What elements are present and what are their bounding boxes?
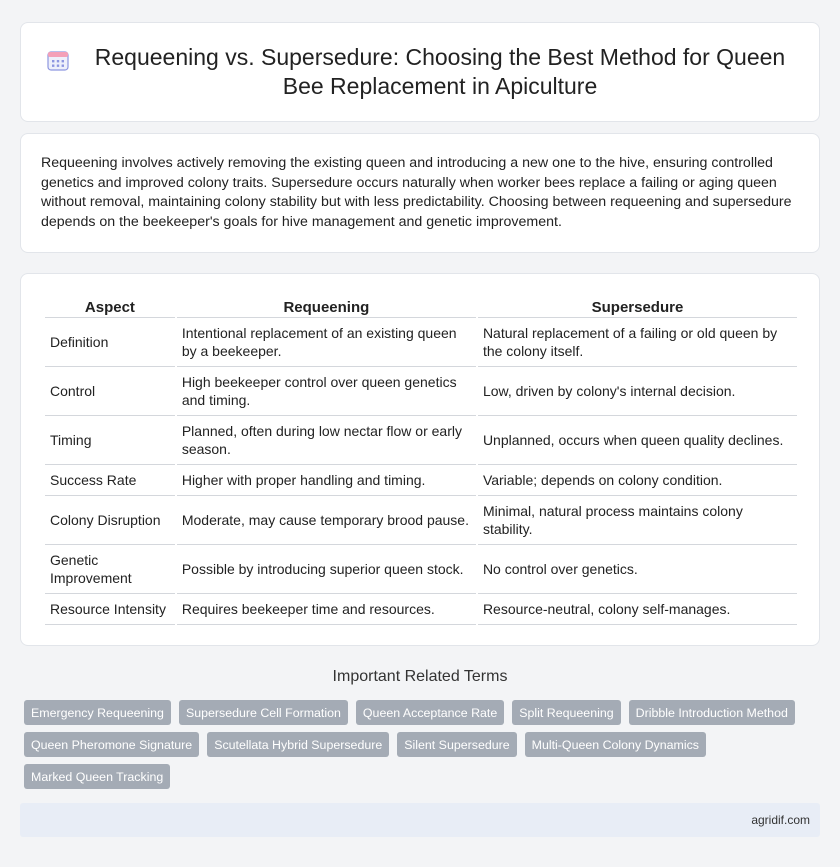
comparison-table-card bbox=[20, 273, 820, 646]
related-term-tag[interactable]: Queen Acceptance Rate bbox=[356, 700, 504, 725]
cell-requeening: Requires beekeeper time and resources. bbox=[177, 594, 476, 625]
related-term-tag[interactable]: Marked Queen Tracking bbox=[24, 764, 170, 789]
table-row bbox=[45, 416, 797, 465]
cell-supersedure: Variable; depends on colony condition. bbox=[478, 465, 797, 496]
cell-aspect: Genetic Improvement bbox=[45, 545, 175, 594]
related-term-tag[interactable]: Split Requeening bbox=[512, 700, 620, 725]
cell-supersedure: Unplanned, occurs when queen quality declines. bbox=[478, 416, 797, 465]
related-terms-heading: Important Related Terms bbox=[332, 668, 508, 685]
cell-aspect: Definition bbox=[45, 318, 175, 367]
cell-supersedure: Natural replacement of a failing or old queen by the colony itself. bbox=[478, 318, 797, 367]
cell-supersedure: Low, driven by colony's internal decision. bbox=[478, 367, 797, 416]
cell-requeening: Planned, often during low nectar flow or early season. bbox=[177, 416, 476, 465]
footer-site-link[interactable]: agridif.com bbox=[751, 813, 810, 827]
related-term-tag[interactable]: Dribble Introduction Method bbox=[629, 700, 795, 725]
comparison-table bbox=[43, 296, 799, 625]
related-terms-list bbox=[24, 700, 814, 796]
cell-aspect: Timing bbox=[45, 416, 175, 465]
footer bbox=[20, 803, 820, 837]
related-term-tag[interactable]: Silent Supersedure bbox=[397, 732, 516, 757]
cell-supersedure: No control over genetics. bbox=[478, 545, 797, 594]
cell-requeening: Moderate, may cause temporary brood pause. bbox=[177, 496, 476, 545]
table-header-row bbox=[45, 296, 797, 318]
related-term-tag[interactable]: Queen Pheromone Signature bbox=[24, 732, 199, 757]
related-term-tag[interactable]: Emergency Requeening bbox=[24, 700, 171, 725]
column-header-aspect: Aspect bbox=[45, 296, 175, 318]
cell-aspect: Success Rate bbox=[45, 465, 175, 496]
cell-supersedure: Resource-neutral, colony self-manages. bbox=[478, 594, 797, 625]
cell-requeening: High beekeeper control over queen genetics and timing. bbox=[177, 367, 476, 416]
cell-aspect: Control bbox=[45, 367, 175, 416]
column-header-supersedure: Supersedure bbox=[478, 296, 797, 318]
table-row bbox=[45, 545, 797, 594]
table-row bbox=[45, 465, 797, 496]
column-header-requeening: Requeening bbox=[177, 296, 476, 318]
table-row bbox=[45, 367, 797, 416]
intro-card bbox=[20, 133, 820, 253]
related-term-tag[interactable]: Supersedure Cell Formation bbox=[179, 700, 348, 725]
cell-supersedure: Minimal, natural process maintains colony stability. bbox=[478, 496, 797, 545]
header-card bbox=[20, 22, 820, 122]
page-title: Requeening vs. Supersedure: Choosing the Best Method for Queen Bee Replacement in Apiculture bbox=[94, 44, 786, 99]
cell-aspect: Colony Disruption bbox=[45, 496, 175, 545]
table-row bbox=[45, 318, 797, 367]
table-row bbox=[45, 496, 797, 545]
related-term-tag[interactable]: Scutellata Hybrid Supersedure bbox=[207, 732, 389, 757]
intro-paragraph: Requeening involves actively removing the existing queen and introducing a new one to the hive, ensuring controlled genetics and improved colony traits. Supersedure occurs naturally when worker bees replace a failing or aging queen without removal, maintaining colony stability but with less predictability. Choosing between requeening and supersedure depends on the beekeeper's goals for hive management and genetic improvement. bbox=[41, 155, 792, 230]
cell-aspect: Resource Intensity bbox=[45, 594, 175, 625]
table-row bbox=[45, 594, 797, 625]
related-term-tag[interactable]: Multi-Queen Colony Dynamics bbox=[525, 732, 706, 757]
cell-requeening: Intentional replacement of an existing queen by a beekeeper. bbox=[177, 318, 476, 367]
cell-requeening: Higher with proper handling and timing. bbox=[177, 465, 476, 496]
cell-requeening: Possible by introducing superior queen stock. bbox=[177, 545, 476, 594]
